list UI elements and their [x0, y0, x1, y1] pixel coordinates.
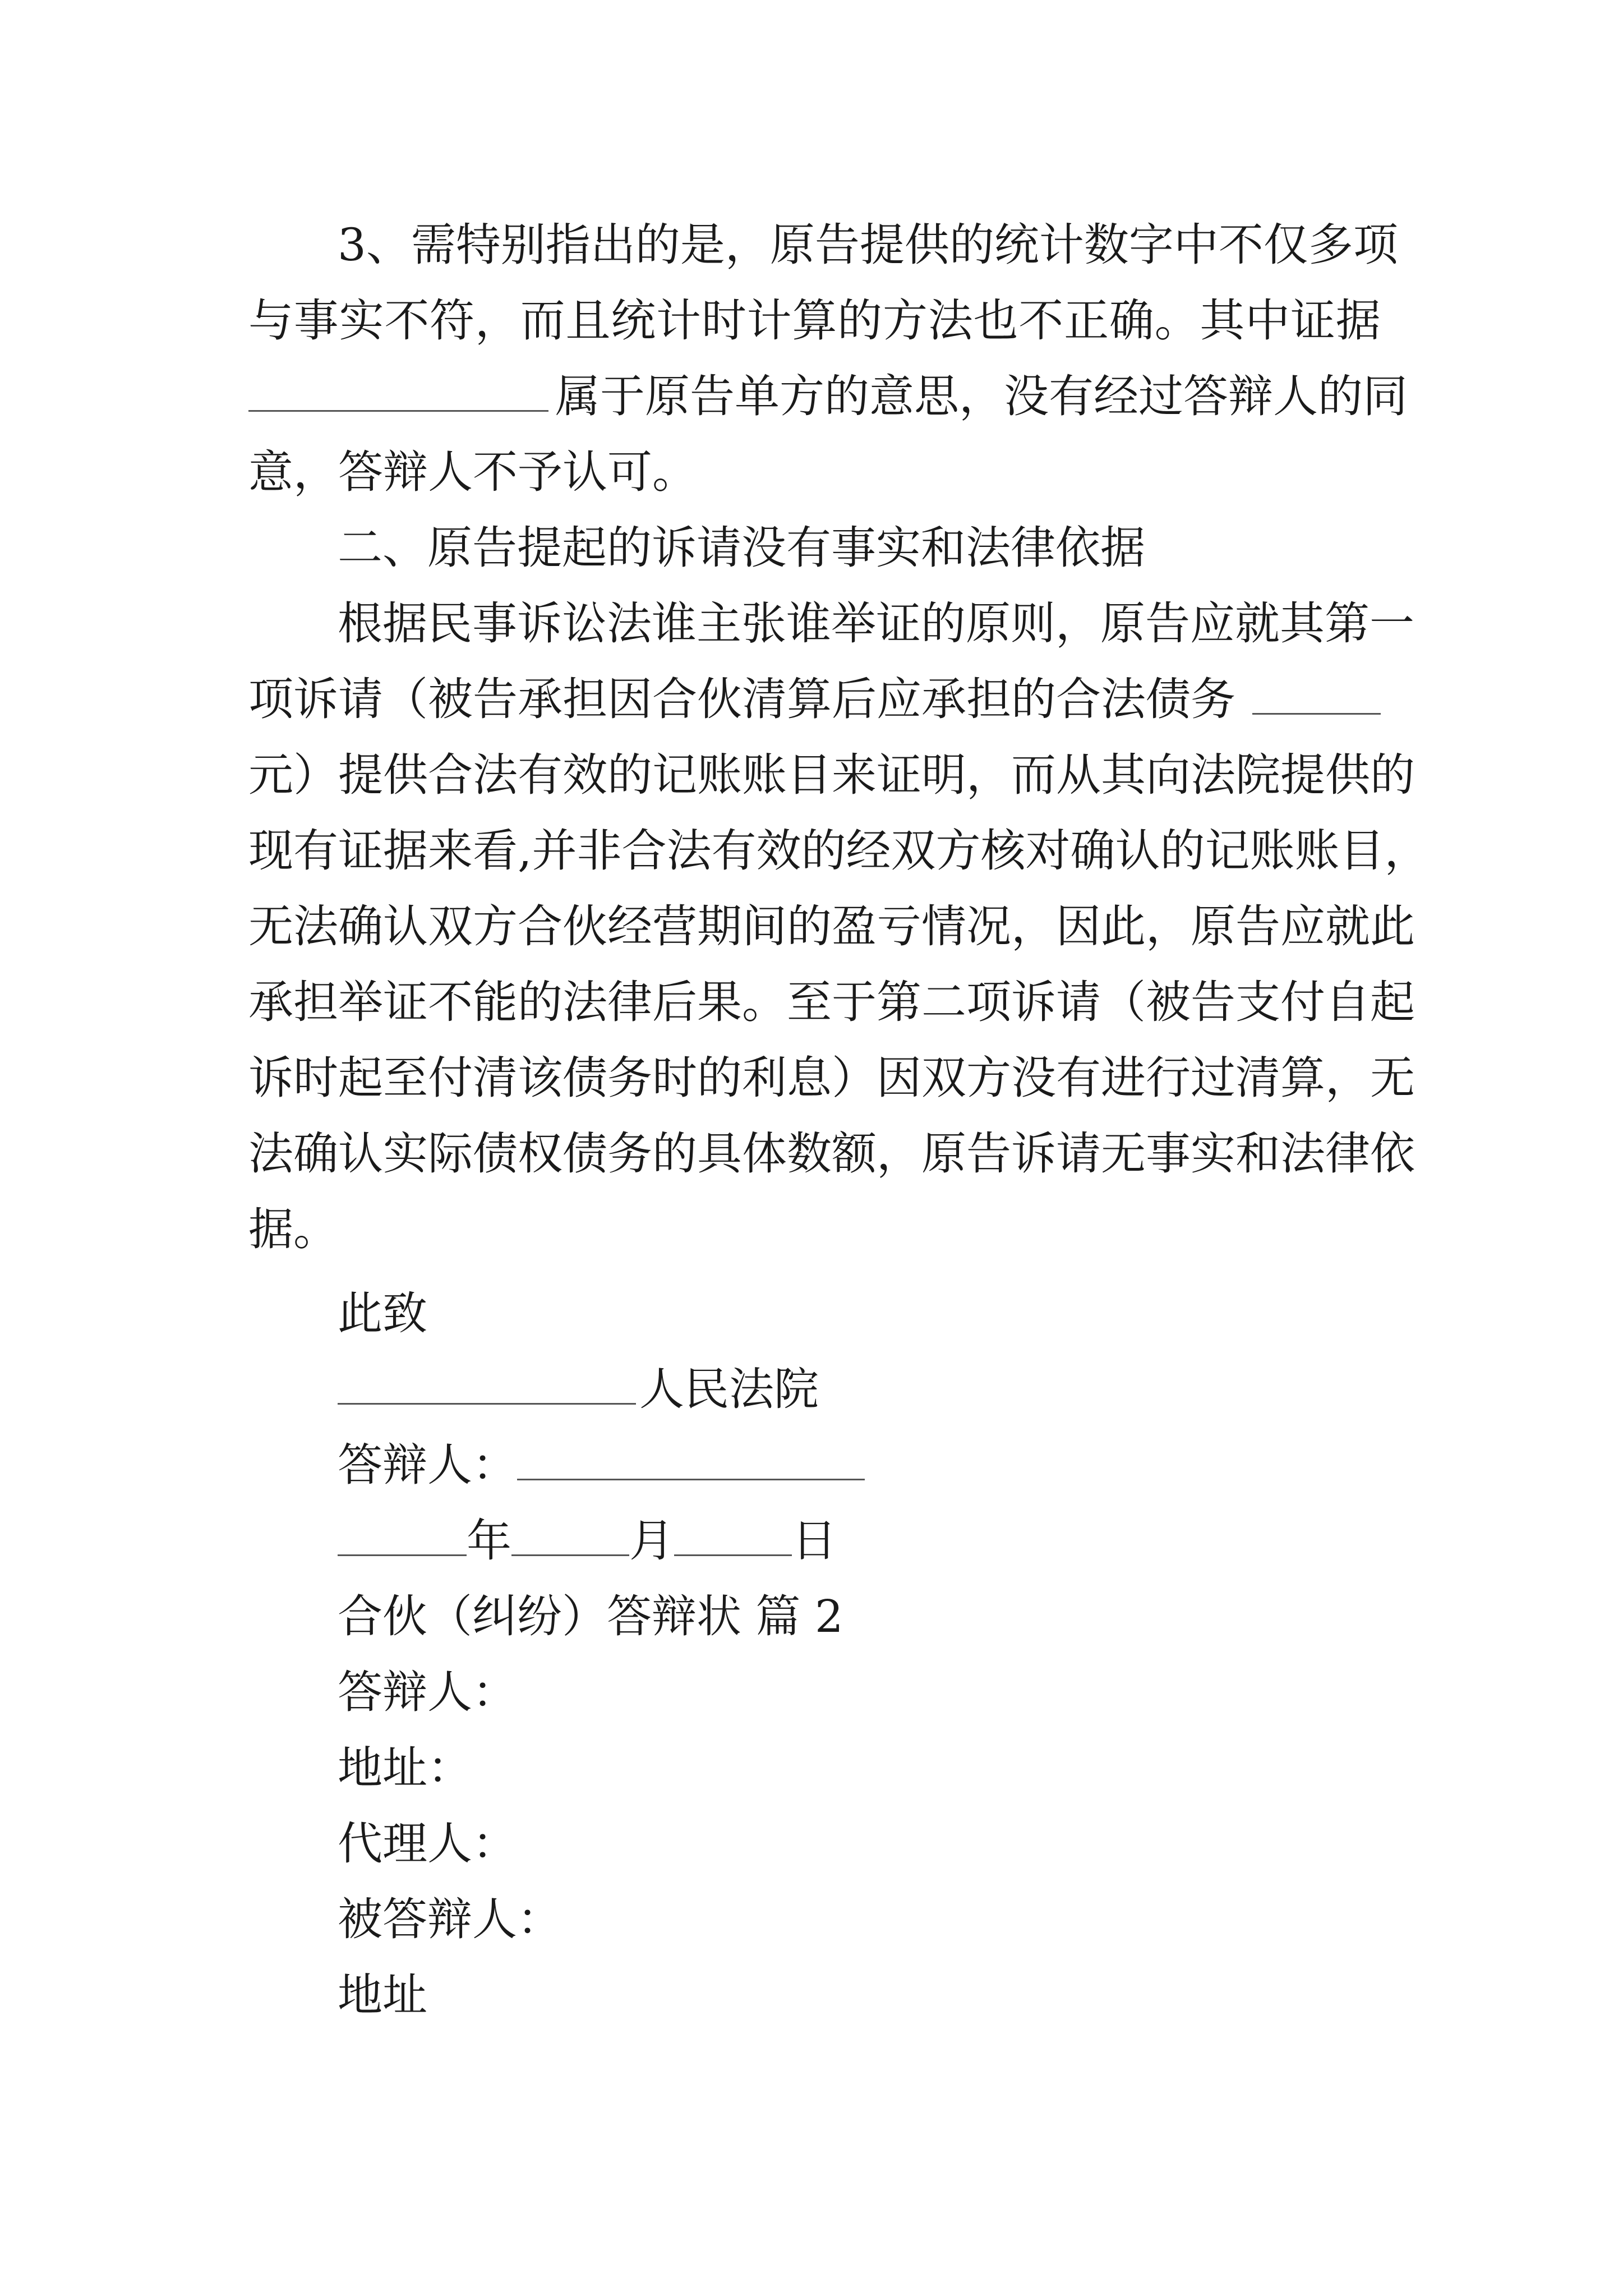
text-char: 非: [577, 825, 622, 877]
text-char: 经: [846, 825, 891, 877]
text-char: 原: [1100, 597, 1145, 650]
text-char: 数: [787, 1128, 832, 1180]
text-char: 方: [935, 825, 981, 877]
text-char: 出: [590, 219, 635, 271]
text-char: 至: [383, 1052, 428, 1104]
text-char: 诉: [1011, 1128, 1056, 1180]
text-char: 的: [921, 597, 966, 650]
text-char: 应: [1280, 900, 1325, 953]
day-blank: [674, 1513, 792, 1556]
section-two-line-2: [248, 671, 1381, 728]
text-char: 属: [555, 370, 600, 422]
text-char: 供: [904, 219, 949, 271]
text-char: 第: [1325, 597, 1370, 650]
text-char: 账: [742, 749, 787, 801]
text-char: 法: [293, 900, 338, 953]
text-char: 律: [607, 976, 652, 1028]
text-char: 和: [1235, 1128, 1280, 1180]
text-char: 利: [742, 1052, 787, 1104]
text-char: 就: [1325, 900, 1370, 953]
text-char: 法: [1280, 1128, 1325, 1180]
text-char: 第: [877, 976, 921, 1028]
text-char: 事: [1146, 1128, 1191, 1180]
text-char: 没: [1011, 1052, 1056, 1104]
text-char: 的: [652, 1128, 697, 1180]
text-char: 的: [801, 825, 846, 877]
text-char: 确: [293, 1128, 338, 1180]
section-two-line-7: [248, 1050, 1415, 1106]
text-char: 符: [430, 295, 475, 347]
text-char: 务: [607, 1052, 652, 1104]
text-char: 情: [921, 900, 966, 953]
section-two-line-4: [248, 823, 1430, 879]
text-char: 证: [383, 976, 428, 1028]
text-char: 无: [248, 900, 293, 953]
text-char: 其: [1200, 295, 1245, 347]
text-char: 过: [1191, 1052, 1235, 1104]
text-char: ，: [1055, 597, 1100, 650]
text-char: 。: [742, 976, 787, 1028]
text-char: 起: [338, 1052, 383, 1104]
text-char: 确: [1109, 295, 1154, 347]
text-char: 统: [611, 295, 656, 347]
text-char: 项: [966, 976, 1011, 1028]
text-char: 计: [656, 295, 702, 347]
respondent-signature-blank: [517, 1437, 865, 1480]
text-char: 无: [1370, 1052, 1415, 1104]
text-char: 被: [1146, 976, 1191, 1028]
text-char: 的: [837, 295, 883, 347]
text-char: 营: [652, 900, 697, 953]
text-char: 同: [1363, 370, 1408, 422]
form-2-respondent-label: 答辩人：: [338, 1666, 517, 1718]
text-char: 明: [921, 749, 966, 801]
year-blank: [338, 1513, 467, 1556]
text-char: 债: [473, 1128, 518, 1180]
text-char: 、: [366, 219, 411, 271]
text-char: 的: [1318, 370, 1363, 422]
text-char: 答: [1183, 370, 1228, 422]
text-char: 向: [1146, 749, 1191, 801]
text-char: ，: [1325, 1052, 1370, 1104]
text-char: 原: [645, 370, 690, 422]
text-char: 体: [742, 1128, 787, 1180]
text-char: 债: [562, 1052, 607, 1104]
text-char: 原: [769, 219, 815, 271]
text-char: 的: [635, 219, 680, 271]
text-char: 证: [338, 825, 383, 877]
text-char: 指: [545, 219, 591, 271]
text-char: 此: [1370, 900, 1415, 953]
text-char: 思: [914, 370, 959, 422]
text-char: 因: [877, 1052, 921, 1104]
text-char: ）: [832, 1052, 877, 1104]
text-char: ，: [959, 370, 1004, 422]
text-char: 张: [741, 597, 786, 650]
form-2-title: 合伙（纠纷）答辩状 篇 2: [338, 1590, 843, 1642]
text-char: 承: [248, 976, 293, 1028]
text-char: ，: [1146, 900, 1191, 953]
text-char: 后: [652, 976, 697, 1028]
text-char: 目: [787, 749, 832, 801]
text-char: 合: [518, 900, 562, 953]
text-char: 人: [1273, 370, 1318, 422]
text-char: 果: [697, 976, 742, 1028]
text-char: 不: [1018, 295, 1064, 347]
text-char: 中: [1173, 219, 1219, 271]
text-char: 目: [1339, 825, 1385, 877]
text-char: ，: [1384, 825, 1430, 877]
text-char: 实: [383, 1128, 428, 1180]
text-char: 一: [1370, 597, 1414, 650]
text-char: 原: [1191, 900, 1235, 953]
text-char: 的: [949, 219, 994, 271]
text-char: 而: [520, 295, 565, 347]
text-char: 别: [500, 219, 546, 271]
text-char: 有: [1056, 1052, 1101, 1104]
text-char: 合: [428, 749, 473, 801]
text-char: 谁: [652, 597, 697, 650]
text-char: 元: [248, 749, 293, 801]
text-char: 应: [1190, 597, 1235, 650]
text-char: 双: [428, 900, 473, 953]
paragraph-3-line-1: [338, 217, 1398, 273]
text-char: 账: [1249, 825, 1295, 877]
text-char: 提: [1280, 749, 1325, 801]
text-char: 的: [1160, 825, 1205, 877]
text-char: 法: [1191, 749, 1235, 801]
text-char: 律: [1325, 1128, 1370, 1180]
text-char: 请: [1056, 1128, 1101, 1180]
debt-amount-blank: [1252, 671, 1381, 715]
text-char: 也: [973, 295, 1018, 347]
text-char: 具: [697, 1128, 742, 1180]
text-char: 该: [518, 1052, 562, 1104]
text-char: 息: [787, 1052, 832, 1104]
text-char: 诉: [1011, 976, 1056, 1028]
text-char: ，: [725, 219, 770, 271]
text-char: 原: [921, 1128, 966, 1180]
text-char: 因: [1056, 900, 1101, 953]
text-char: 于: [600, 370, 645, 422]
text-char: 算: [792, 295, 837, 347]
text-char: 况: [966, 900, 1011, 953]
section-two-line-9: 据。: [248, 1203, 338, 1255]
text-char: 证: [1290, 295, 1335, 347]
text-char: 法: [928, 295, 973, 347]
text-char: 提: [859, 219, 905, 271]
respondent-signature-label: 答辩人：: [338, 1439, 517, 1491]
text-char: 据: [382, 597, 427, 650]
text-char: 谁: [786, 597, 831, 650]
text-char: 事: [472, 597, 517, 650]
text-char: 并: [532, 825, 577, 877]
text-char: 是: [680, 219, 725, 271]
text-char: 统: [994, 219, 1039, 271]
text-char: 特: [455, 219, 501, 271]
text-char: 际: [428, 1128, 473, 1180]
form-2-address-label: 地址：: [338, 1742, 472, 1794]
text-char: 证: [877, 749, 921, 801]
section-two-line-5: [248, 899, 1415, 955]
text-char: 对: [1025, 825, 1071, 877]
court-suffix: 人民法院: [639, 1363, 819, 1415]
form-2-claimant-label: 被答辩人：: [338, 1893, 562, 1945]
text-char: 来: [832, 749, 877, 801]
text-char: 法: [248, 1128, 293, 1180]
text-char: 效: [756, 825, 801, 877]
text-char: 确: [1070, 825, 1115, 877]
text-char: 二: [921, 976, 966, 1028]
text-char: 清: [1235, 1052, 1280, 1104]
text-char: 认: [1115, 825, 1160, 877]
text-char: 法: [562, 976, 607, 1028]
text-char: ，: [474, 295, 520, 347]
text-char: 核: [980, 825, 1026, 877]
text-char: 就: [1235, 597, 1280, 650]
text-char: 期: [697, 900, 742, 953]
text-char: 效: [562, 749, 607, 801]
text-char: 记: [1205, 825, 1250, 877]
text-char: 举: [338, 976, 383, 1028]
text-char: 其: [1101, 749, 1146, 801]
text-char: 担: [293, 976, 338, 1028]
text-char: 起: [1370, 976, 1415, 1028]
text-char: 自: [1325, 976, 1370, 1028]
text-char: 的: [697, 1052, 742, 1104]
text-char: 意: [869, 370, 914, 422]
text-char: 没: [1004, 370, 1049, 422]
text-char: 认: [338, 1128, 383, 1180]
text-char: 提: [338, 749, 383, 801]
text-char: 讼: [562, 597, 607, 650]
section-two-line-3: [248, 747, 1415, 803]
section-two-heading: 二、原告提起的诉请没有事实和法律依据: [338, 522, 1145, 574]
text-char: 记: [652, 749, 697, 801]
text-char: 多: [1308, 219, 1353, 271]
text-char: 经: [607, 900, 652, 953]
text-char: 数: [1083, 219, 1129, 271]
text-char: 至: [787, 976, 832, 1028]
text-char: 此: [1101, 900, 1146, 953]
text-char: 从: [1056, 749, 1101, 801]
text-char: 看: [473, 825, 518, 877]
text-char: 时: [652, 1052, 697, 1104]
month-blank: [511, 1513, 629, 1556]
text-char: 供: [1325, 749, 1370, 801]
text-char: 依: [1370, 1128, 1415, 1180]
text-char: 的: [787, 900, 832, 953]
text-char: 方: [780, 370, 824, 422]
text-char: 。: [1154, 295, 1200, 347]
text-char: 的: [824, 370, 869, 422]
text-char: 字: [1128, 219, 1174, 271]
text-char: 不: [428, 976, 473, 1028]
text-char: 经: [1094, 370, 1138, 422]
text-char: 时: [293, 1052, 338, 1104]
text-char: 据: [383, 825, 428, 877]
evidence-blank: [248, 369, 548, 412]
text-char: 诉: [517, 597, 562, 650]
text-char: 根: [338, 597, 382, 650]
section-two-line-8: [248, 1126, 1415, 1182]
text-char: 间: [742, 900, 787, 953]
text-char: 双: [891, 825, 936, 877]
text-char: 主: [697, 597, 741, 650]
text-char: 亏: [877, 900, 921, 953]
text-char: 正: [1064, 295, 1109, 347]
paragraph-3-line-4: 意，答辩人不予认可。: [248, 446, 697, 498]
court-name-blank: [338, 1361, 636, 1405]
text-char: 支: [1235, 976, 1280, 1028]
text-char: 实: [1191, 1128, 1235, 1180]
text-char: 确: [338, 900, 383, 953]
section-two-line-6: [248, 974, 1415, 1030]
text-char: 认: [383, 900, 428, 953]
text-char: 单: [735, 370, 780, 422]
text-char: ）: [293, 749, 338, 801]
text-char: 告: [966, 1128, 1011, 1180]
text-char: 举: [831, 597, 876, 650]
text-char: 中: [1245, 295, 1290, 347]
text-char: 过: [1138, 370, 1183, 422]
text-char: 请: [1056, 976, 1101, 1028]
text-char: 需: [411, 219, 456, 271]
text-char: 不: [1218, 219, 1264, 271]
text-char: 与: [248, 295, 293, 347]
text-char: 3: [338, 219, 366, 271]
text-char: 则: [1011, 597, 1055, 650]
text-char: 且: [565, 295, 611, 347]
text-char: 告: [1191, 976, 1235, 1028]
text-char: 告: [1145, 597, 1190, 650]
text-char: 仅: [1263, 219, 1308, 271]
text-char: 辩: [1228, 370, 1273, 422]
text-char: 法: [473, 749, 518, 801]
text-char: 进: [1101, 1052, 1146, 1104]
text-char: 据: [1335, 295, 1381, 347]
text-char: 告: [690, 370, 735, 422]
text-char: 账: [697, 749, 742, 801]
text-char: 时: [701, 295, 746, 347]
text-char: 债: [562, 1128, 607, 1180]
text-char: 计: [746, 295, 792, 347]
text-char: 务: [607, 1128, 652, 1180]
text-char: 有: [293, 825, 338, 877]
text-char: 实: [339, 295, 384, 347]
text-char: 的: [518, 976, 562, 1028]
text-char: 权: [518, 1128, 562, 1180]
court-line: [338, 1361, 819, 1418]
text-char: 方: [473, 900, 518, 953]
form-2-agent-label: 代理人：: [338, 1818, 517, 1870]
text-char: 账: [1294, 825, 1340, 877]
form-2-address-2-label: 地址: [338, 1969, 427, 2021]
date-line: [338, 1513, 837, 1569]
paragraph-3-line-3: [248, 369, 1408, 425]
text-char: 伙: [562, 900, 607, 953]
text-char: ，: [1011, 900, 1056, 953]
text-char: 有: [711, 825, 757, 877]
text-char: 其: [1280, 597, 1325, 650]
text-char: 告: [1235, 900, 1280, 953]
text-char: 法: [607, 597, 652, 650]
text-char: 现: [248, 825, 293, 877]
section-two-line-2-text: 项诉请（被告承担因合伙清算后应承担的合法债务: [248, 673, 1235, 725]
text-char: 民: [427, 597, 472, 650]
text-char: 计: [1039, 219, 1084, 271]
text-char: 项: [1353, 219, 1398, 271]
text-char: 法: [666, 825, 712, 877]
text-char: 盈: [832, 900, 877, 953]
day-label: 日: [792, 1515, 837, 1567]
text-char: 告: [814, 219, 860, 271]
text-char: 事: [293, 295, 339, 347]
text-char: ,: [518, 825, 532, 877]
text-char: 原: [966, 597, 1011, 650]
text-char: 而: [1011, 749, 1056, 801]
text-char: ，: [877, 1128, 921, 1180]
text-char: ，: [966, 749, 1011, 801]
text-char: 于: [832, 976, 877, 1028]
text-char: 算: [1280, 1052, 1325, 1104]
paragraph-3-line-2: [248, 293, 1381, 349]
respondent-signature-line: [338, 1437, 865, 1493]
text-char: 付: [428, 1052, 473, 1104]
text-char: 有: [1049, 370, 1094, 422]
text-char: 方: [966, 1052, 1011, 1104]
text-char: 证: [876, 597, 921, 650]
text-char: 不: [384, 295, 430, 347]
text-char: 合: [621, 825, 667, 877]
text-char: 诉: [248, 1052, 293, 1104]
text-char: 双: [921, 1052, 966, 1104]
text-char: 的: [1370, 749, 1415, 801]
month-label: 月: [629, 1515, 674, 1567]
text-char: （: [1101, 976, 1146, 1028]
text-char: 能: [473, 976, 518, 1028]
text-char: 清: [473, 1052, 518, 1104]
text-char: 方: [882, 295, 928, 347]
salutation: 此致: [338, 1287, 427, 1340]
section-two-line-1: [338, 596, 1414, 652]
text-char: 供: [383, 749, 428, 801]
text-char: 有: [518, 749, 562, 801]
text-char: 的: [607, 749, 652, 801]
text-char: 额: [832, 1128, 877, 1180]
text-char: 付: [1280, 976, 1325, 1028]
text-char: 来: [428, 825, 473, 877]
text-char: 行: [1146, 1052, 1191, 1104]
text-char: 无: [1101, 1128, 1146, 1180]
paragraph-3-line-3-text: [555, 369, 1408, 425]
year-label: 年: [467, 1515, 511, 1567]
text-char: 院: [1235, 749, 1280, 801]
